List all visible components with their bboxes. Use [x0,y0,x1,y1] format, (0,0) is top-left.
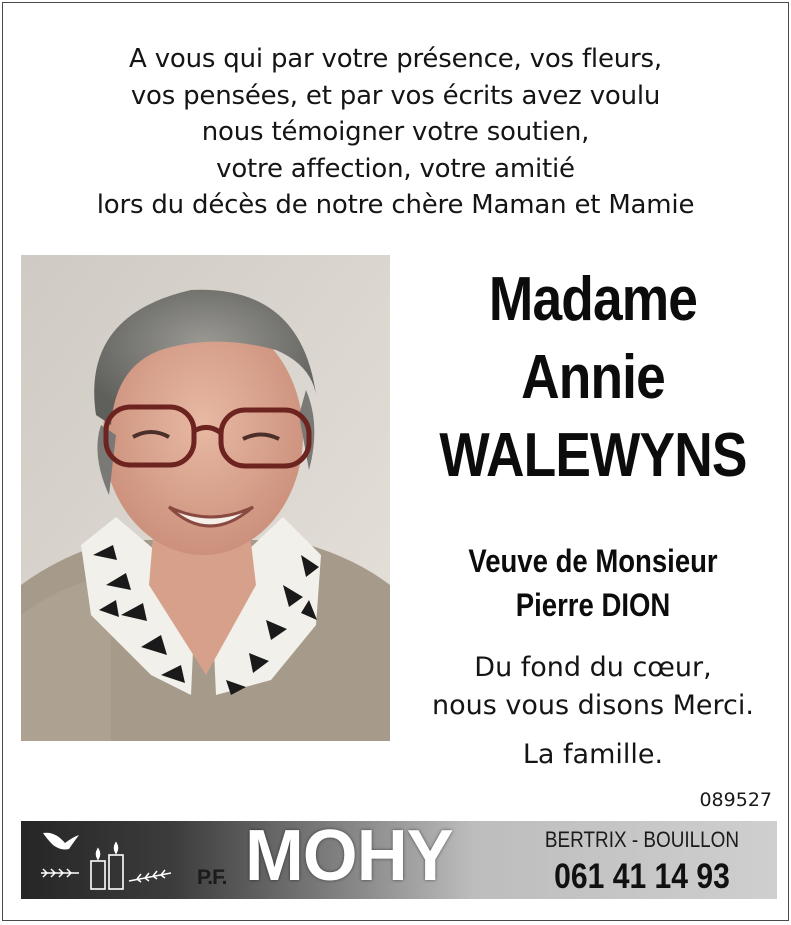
obituary-notice [2,2,789,921]
olive-branch-left-icon [41,869,79,877]
intro-line: lors du décès de notre chère Maman et Mamie [96,190,695,220]
portrait-photo [21,255,390,741]
signature: La famille. [522,739,664,770]
brand-prefix: P.F. [197,866,227,889]
funeral-home-banner [21,821,777,899]
brand-location: BERTRIX - BOUILLON [544,827,740,852]
widow-line: Pierre DION [515,587,671,623]
thanks-line: nous vous disons Merci. [432,690,754,721]
intro-line: vos pensées, et par vos écrits avez voulu [130,80,661,111]
widow-of [398,539,788,627]
intro-line: votre affection, votre amitié [216,153,575,184]
intro-line: A vous qui par votre présence, vos fleurs, [129,44,662,74]
thanks-line: Du fond du cœur, [474,652,712,683]
reference-number: 089527 [699,789,772,811]
name-last: WALEWYNS [439,421,747,490]
widow-line: Veuve de Monsieur [468,543,718,579]
deceased-name [398,261,788,495]
name-title: Madame [488,265,698,334]
brand-phone: 061 41 14 93 [554,857,730,896]
candles-icon [91,843,123,889]
name-first: Annie [521,343,665,412]
intro-text [13,41,778,224]
dove-icon [43,833,79,850]
brand-name: MOHY [245,821,453,896]
intro-line: nous témoigner votre soutien, [201,117,590,147]
thanks-text [398,649,788,725]
olive-branch-right-icon [129,870,171,882]
